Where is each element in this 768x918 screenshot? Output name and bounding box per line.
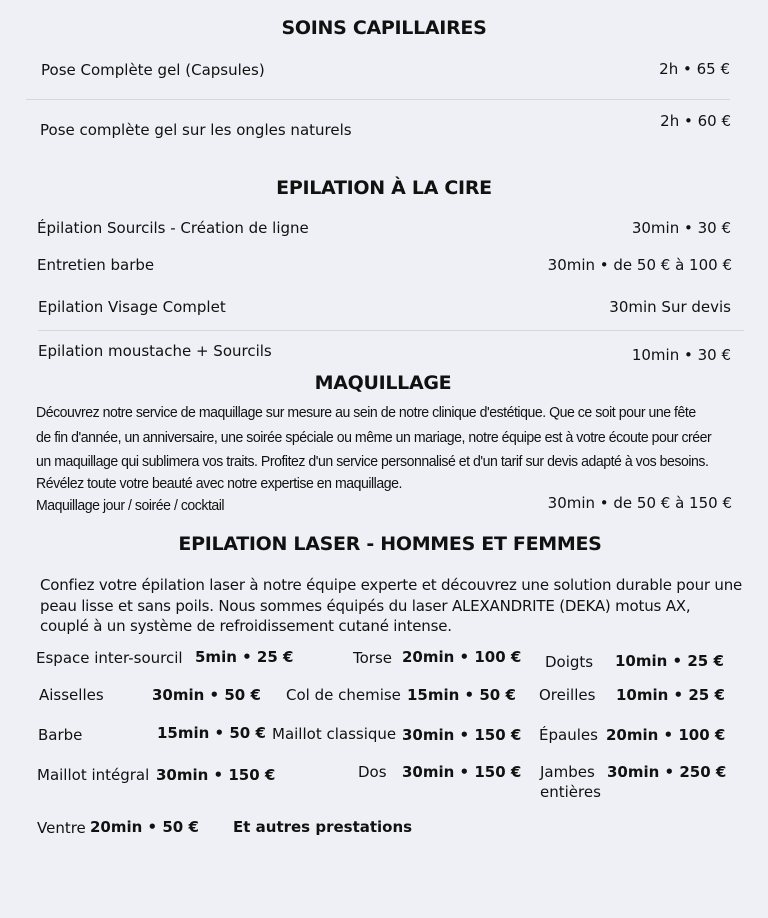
zone-price: 30min • 150 € [402, 726, 522, 744]
zone-price: 10min • 25 € [616, 686, 725, 704]
zone-price: 5min • 25 € [195, 648, 294, 666]
section-title-maquillage: MAQUILLAGE [314, 372, 452, 394]
zone-label-cont: entières [540, 783, 601, 801]
zone-label: Torse [353, 649, 393, 667]
zone-label: Col de chemise [286, 686, 401, 704]
zone-price: 30min • 250 € [607, 763, 727, 781]
divider [38, 330, 744, 331]
paragraph-line: un maquillage qui sublimera vos traits. Profitez d'un service personnalisé et d'un tarif sur devis adapté à vos besoins. [36, 453, 709, 470]
zone-label: Maillot intégral [37, 766, 150, 784]
service-price: 10min • 30 € [631, 346, 731, 364]
zone-price: 15min • 50 € [407, 686, 516, 704]
paragraph-line: Confiez votre épilation laser à notre équipe experte et découvrez une solution durable pour une [40, 576, 743, 594]
other-services-link[interactable]: Et autres prestations [233, 818, 413, 836]
paragraph-line: Révélez toute votre beauté avec notre expertise en maquillage. [36, 475, 402, 492]
zone-label: Doigts [545, 653, 594, 671]
zone-label: Épaules [539, 726, 598, 744]
divider [26, 99, 730, 100]
section-title-soins: SOINS CAPILLAIRES [281, 17, 487, 39]
service-label: Epilation moustache + Sourcils [38, 342, 272, 360]
zone-price: 20min • 50 € [90, 818, 199, 836]
service-label: Pose complète gel sur les ongles naturels [40, 121, 352, 139]
paragraph-line: de fin d'année, un anniversaire, une soirée spéciale ou même un mariage, notre équipe est à votre écoute pour créer [36, 429, 712, 446]
zone-price: 20min • 100 € [606, 726, 726, 744]
service-price: 30min • de 50 € à 100 € [547, 256, 732, 274]
service-price: 2h • 65 € [659, 60, 730, 78]
service-label: Pose Complète gel (Capsules) [41, 61, 265, 79]
paragraph-line: peau lisse et sans poils. Nous sommes équipés du laser ALEXANDRITE (DEKA) motus AX, [40, 597, 691, 615]
zone-label: Aisselles [39, 686, 104, 704]
paragraph-line: couplé à un système de refroidissement cutané intense. [40, 617, 452, 635]
zone-label: Jambes [540, 763, 595, 781]
section-title-cire: EPILATION À LA CIRE [276, 177, 492, 199]
zone-price: 20min • 100 € [402, 648, 522, 666]
zone-label: Espace inter-sourcil [36, 649, 183, 667]
service-label: Épilation Sourcils - Création de ligne [37, 219, 309, 237]
zone-label: Maillot classique [272, 725, 397, 743]
service-label: Entretien barbe [37, 256, 155, 274]
zone-price: 30min • 150 € [402, 763, 522, 781]
service-price: 2h • 60 € [660, 112, 731, 130]
service-price: 30min Sur devis [609, 298, 731, 316]
zone-label: Barbe [38, 726, 83, 744]
zone-label: Dos [358, 763, 387, 781]
service-label: Epilation Visage Complet [38, 298, 226, 316]
paragraph-line: Découvrez notre service de maquillage sur mesure au sein de notre clinique d'estétique. Que ce soit pour une fête [36, 404, 696, 421]
service-price: 30min • 30 € [631, 219, 731, 237]
zone-label: Oreilles [539, 686, 596, 704]
zone-price: 30min • 50 € [152, 686, 261, 704]
zone-price: 30min • 150 € [156, 766, 276, 784]
zone-label: Ventre [37, 819, 86, 837]
service-label: Maquillage jour / soirée / cocktail [36, 497, 225, 514]
zone-price: 15min • 50 € [157, 724, 266, 742]
section-title-laser: EPILATION LASER - HOMMES ET FEMMES [178, 533, 602, 555]
zone-price: 10min • 25 € [615, 652, 724, 670]
service-price: 30min • de 50 € à 150 € [547, 494, 732, 512]
